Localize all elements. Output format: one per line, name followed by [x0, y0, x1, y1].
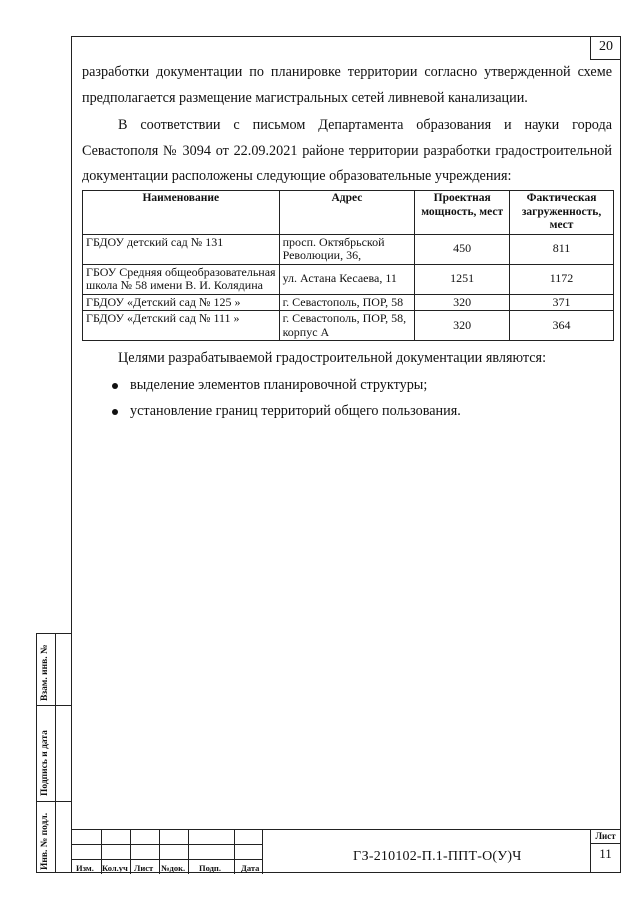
- sheet-box: [590, 829, 621, 873]
- tb-line: [159, 830, 160, 874]
- paragraph-line: документации расположены следующие образовательные учреждения:: [82, 168, 512, 184]
- cell-name: ГБДОУ «Детский сад № 125 »: [83, 294, 280, 311]
- goals-intro: Целями разрабатываемой градостроительной документации являются:: [118, 350, 547, 366]
- cell-load: 811: [510, 234, 614, 264]
- stamp-label-replace: Взам. инв. №: [40, 644, 50, 701]
- cell-load: 1172: [510, 264, 614, 294]
- document-code: ГЗ-210102-П.1-ППТ-О(У)Ч: [353, 849, 522, 864]
- goal-item: [112, 401, 461, 421]
- stamp-label-sign-date: Подпись и дата: [40, 730, 50, 796]
- bullet-icon: [112, 383, 118, 389]
- goal-text: выделение элементов планировочной структуры;: [130, 377, 428, 393]
- tb-label: Кол.уч: [102, 863, 128, 873]
- sheet-number: 11: [599, 846, 612, 861]
- paragraph-line: предполагается размещение магистральных сетей ливневой канализации.: [82, 89, 528, 106]
- paragraph-line: В соответствии с письмом Департамента образования и науки города: [118, 117, 612, 133]
- table-row: [83, 234, 614, 264]
- tb-line: [188, 830, 189, 874]
- cell-capacity: 320: [415, 311, 510, 341]
- institutions-table: [82, 190, 614, 341]
- table-header-row: [83, 191, 614, 235]
- tb-label: Дата: [241, 863, 260, 873]
- tb-label: №док.: [161, 863, 186, 873]
- header-address: Адрес: [279, 191, 415, 235]
- paragraph-line: разработки документации по планировке территории согласно утвержденной схеме: [82, 64, 612, 80]
- paragraph-1: [82, 60, 612, 111]
- tb-line: [262, 830, 263, 874]
- title-block: [71, 829, 621, 873]
- left-stamp: [36, 633, 71, 873]
- tb-line: [234, 830, 235, 874]
- stamp-divider: [55, 634, 71, 872]
- header-name: Наименование: [83, 191, 280, 235]
- cell-capacity: 1251: [415, 264, 510, 294]
- tb-label: Изм.: [76, 863, 94, 873]
- cell-address: ул. Астана Кесаева, 11: [279, 264, 415, 294]
- header-load: Фактическая загруженность, мест: [510, 191, 614, 235]
- header-capacity: Проектная мощность, мест: [415, 191, 510, 235]
- cell-address: г. Севастополь, ПОР, 58: [279, 294, 415, 311]
- sheet-label: Лист: [591, 829, 620, 844]
- cell-load: 364: [510, 311, 614, 341]
- cell-capacity: 450: [415, 234, 510, 264]
- table-row: [83, 264, 614, 294]
- table-row: [83, 311, 614, 341]
- cell-load: 371: [510, 294, 614, 311]
- tb-line: [130, 830, 131, 874]
- tb-label: Лист: [134, 863, 154, 873]
- cell-name: ГБДОУ детский сад № 131: [83, 234, 280, 264]
- cell-address: г. Севастополь, ПОР, 58, корпус А: [279, 311, 415, 341]
- bullet-icon: [112, 409, 118, 415]
- stamp-label-inv: Инв. № подл.: [40, 812, 50, 870]
- goal-text: установление границ территорий общего пользования.: [130, 403, 461, 419]
- paragraph-2: [82, 113, 612, 190]
- cell-capacity: 320: [415, 294, 510, 311]
- cell-name: ГБДОУ «Детский сад № 111 »: [83, 311, 280, 341]
- goal-item: [112, 375, 427, 395]
- tb-label: Подп.: [199, 863, 221, 873]
- table-row: [83, 294, 614, 311]
- cell-name: ГБОУ Средняя общеобразовательная школа № 58 имени В. И. Колядина: [83, 264, 280, 294]
- page-number: 20: [590, 36, 621, 60]
- paragraph-line: Севастополя № 3094 от 22.09.2021 районе территории разработки градостроительной: [82, 142, 612, 159]
- cell-address: просп. Октябрьской Революции, 36,: [279, 234, 415, 264]
